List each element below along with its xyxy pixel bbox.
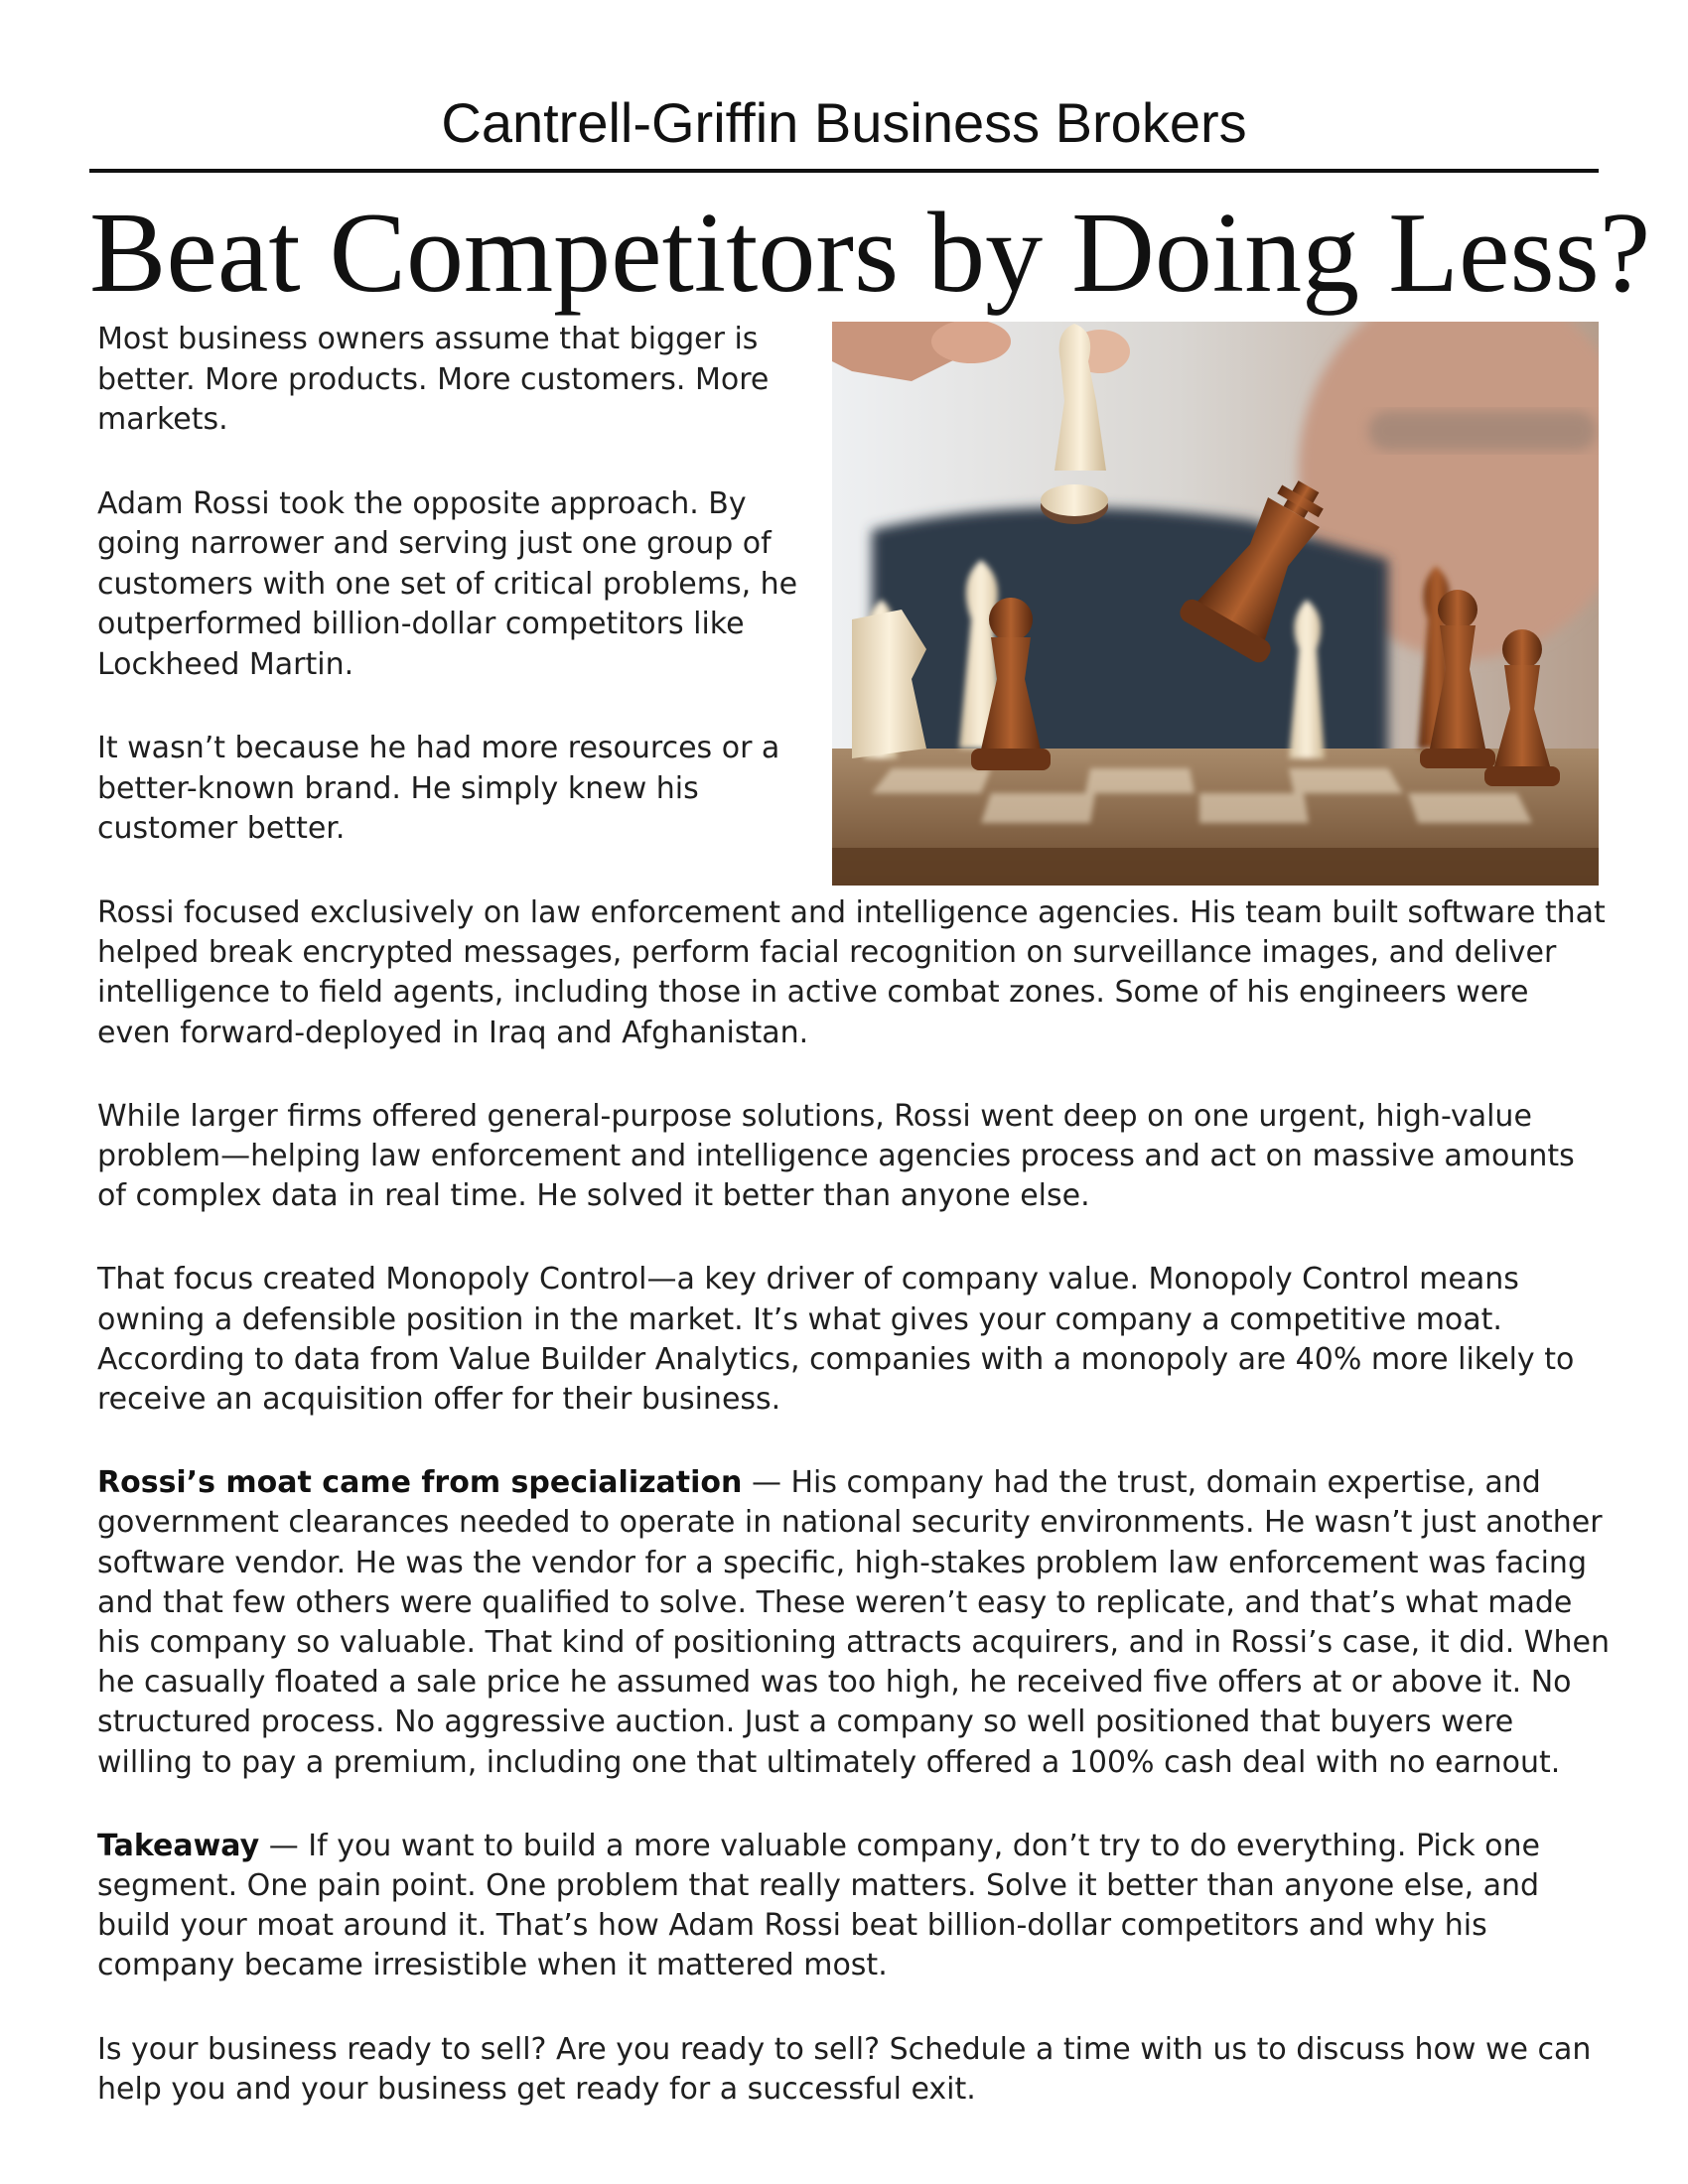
intro-paragraph-1: Most business owners assume that bigger is better. More products. More customers. More markets. xyxy=(97,322,770,437)
takeaway-text: — If you want to build a more valuable company, don’t try to do everything. Pick one segment. One pain point. One problem that really matters. Solve it better than anyone else, and build your moat around it. That’s how Adam Rossi beat billion-dollar competitors and why his company became irresistible when it mattered most. xyxy=(97,1828,1540,1983)
chess-illustration xyxy=(832,322,1599,886)
intro-paragraph-2: Adam Rossi took the opposite approach. By going narrower and serving just one group of customers with one set of critical problems, he outperformed billion-dollar competitors like Lockheed Martin. xyxy=(97,485,798,682)
body-paragraph-5 xyxy=(97,1827,1611,1986)
body-paragraph-2: While larger firms offered general-purpose solutions, Rossi went deep on one urgent, high-value problem—helping law enforcement and intelligence agencies process and act on massive amounts of complex data in real time. He solved it better than anyone else. xyxy=(97,1098,1575,1214)
article-body xyxy=(97,893,1611,2153)
body-paragraph-3: That focus created Monopoly Control—a key driver of company value. Monopoly Control means owning a defensible position in the market. It’s what gives your company a competitive moat. According to data from Value Builder Analytics, companies with a monopoly are 40% more likely to receive an acquisition offer for their business. xyxy=(97,1262,1575,1418)
article-headline: Beat Competitors by Doing Less? xyxy=(89,190,1651,317)
intro-column xyxy=(97,320,826,893)
moat-text: — His company had the trust, domain expertise, and government clearances needed to operate in national security environments. He wasn’t just another software vendor. He was the vendor for a specific, high-stakes problem law enforcement was facing and that few others were qualified to solve. These weren’t easy to replicate, and that’s what made his company so valuable. That kind of positioning attracts acquirers, and in Rossi’s case, it did. When he casually floated a sale price he assumed was too high, he received five offers at or above it. No structured process. No aggressive auction. Just a company so well positioned that buyers were willing to pay a premium, including one that ultimately offered a 100% cash deal with no earnout. xyxy=(97,1465,1610,1780)
intro-paragraph-3: It wasn’t because he had more resources or a better-known brand. He simply knew his customer better. xyxy=(97,731,780,846)
header-divider xyxy=(89,169,1599,173)
moat-lead: Rossi’s moat came from specialization xyxy=(97,1465,743,1501)
takeaway-lead: Takeaway xyxy=(97,1828,260,1863)
body-paragraph-1: Rossi focused exclusively on law enforcement and intelligence agencies. His team built software that helped break encrypted messages, perform facial recognition on surveillance images, and deliver intelligence to field agents, including those in active combat zones. Some of his engineers were even forward-deployed in Iraq and Afghanistan. xyxy=(97,895,1606,1050)
chess-photo xyxy=(832,322,1599,886)
brand-name: Cantrell-Griffin Business Brokers xyxy=(441,91,1247,154)
body-paragraph-6: Is your business ready to sell? Are you ready to sell? Schedule a time with us to discuss how we can help you and your business get ready for a successful exit. xyxy=(97,2031,1592,2107)
body-paragraph-4 xyxy=(97,1463,1611,1783)
